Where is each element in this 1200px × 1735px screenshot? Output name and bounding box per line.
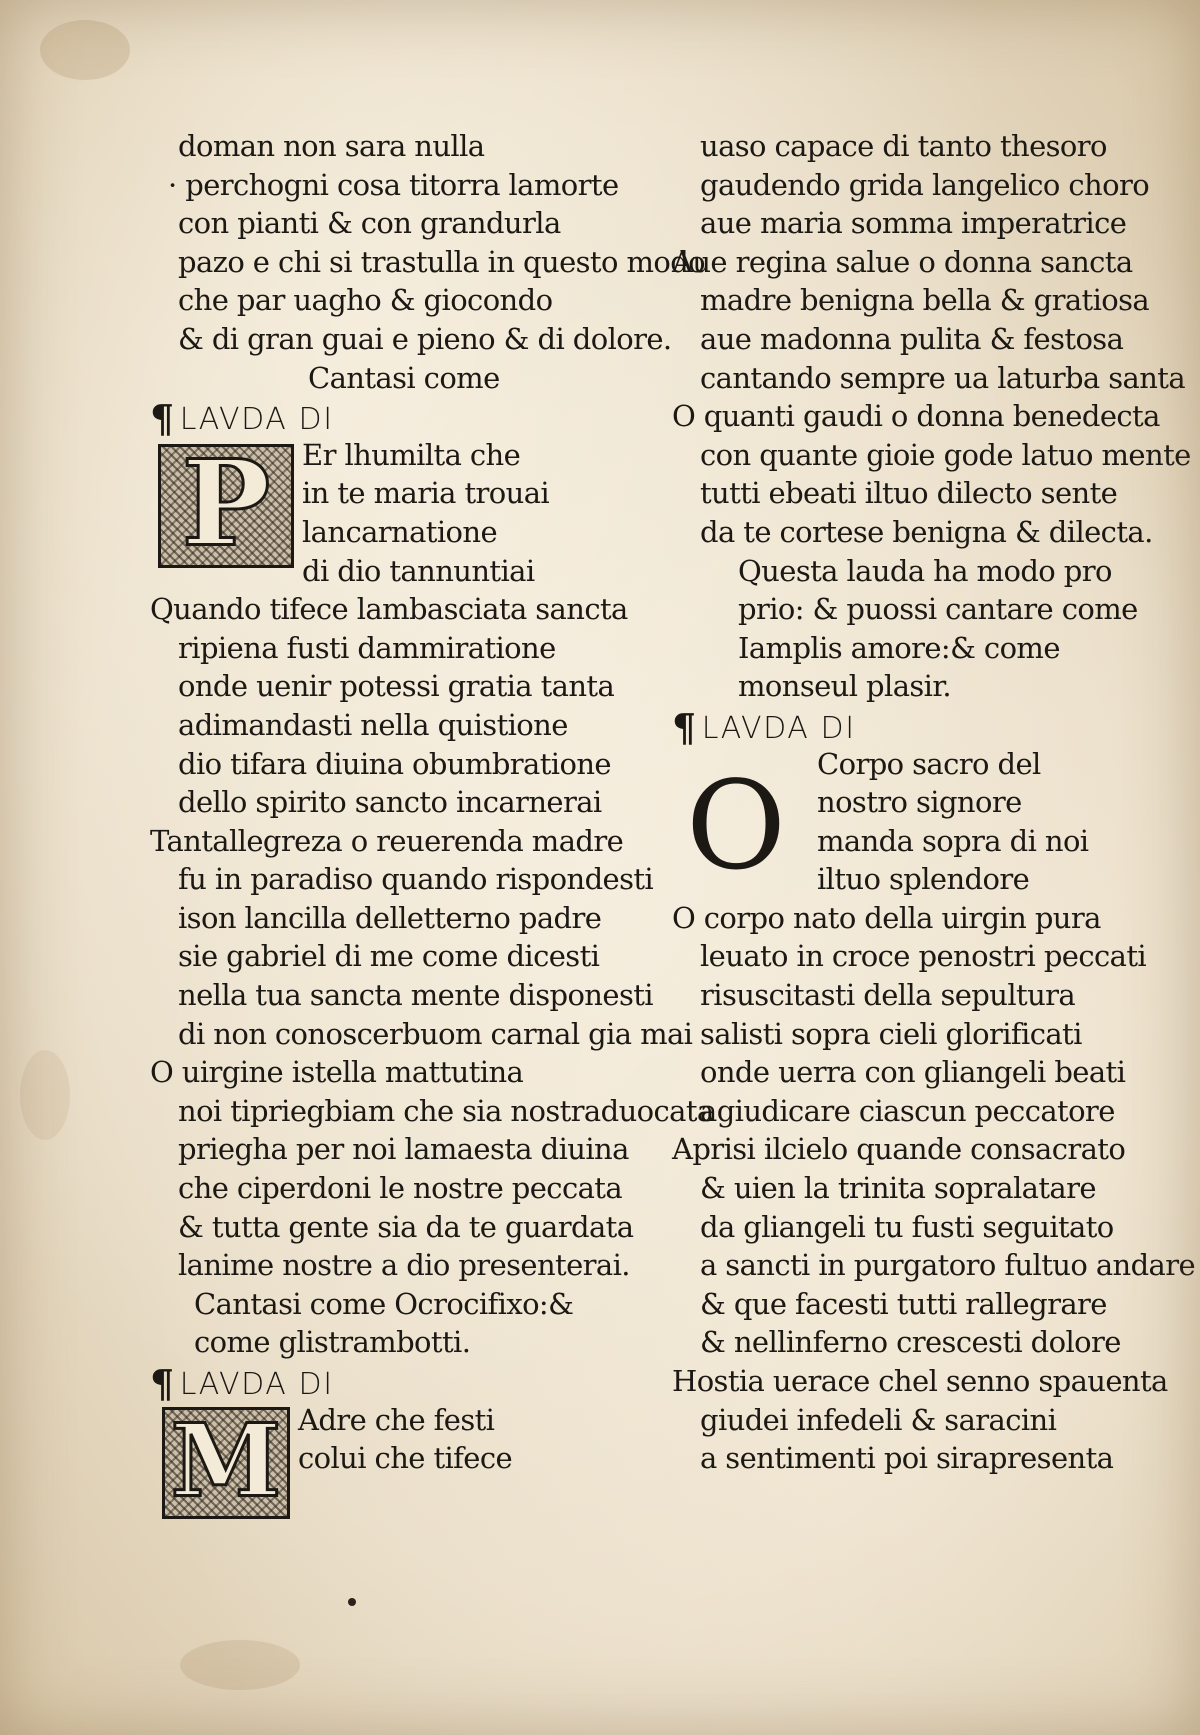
stanza-first-line: Hostia uerace chel senno spauenta — [672, 1364, 1168, 1399]
verse-line: ison lancilla delletterno padre — [178, 900, 602, 935]
verse-line: aue maria somma imperatrice — [700, 206, 1127, 241]
stanza-first-line: Quando tifece lambasciata sancta — [150, 592, 628, 627]
initial-verse — [817, 745, 1088, 899]
verse-line: cantando sempre ua laturba santa — [700, 360, 1186, 395]
stanza-first-line: Aue regina salue o donna sancta — [672, 244, 1133, 279]
verse-line: onde uerra con gliangeli beati — [700, 1055, 1126, 1090]
verse-line: gaudendo grida langelico choro — [700, 167, 1150, 202]
verse-line: dio tifara diuina obumbratione — [178, 746, 611, 781]
verse-line: doman non sara nulla — [178, 129, 485, 163]
verse-line: madre benigna bella & gratiosa — [700, 283, 1150, 318]
verse-line: di dio tannuntiai — [302, 553, 535, 588]
singing-instruction: Cantasi come — [308, 360, 500, 395]
stanza-first-line: O uirgine istella mattutina — [150, 1055, 524, 1090]
verse-line: onde uenir potessi gratia tanta — [178, 669, 615, 704]
paper-stain — [40, 20, 130, 80]
verse-line: che par uagho & giocondo — [178, 283, 553, 318]
singing-instruction: monseul plasir. — [738, 669, 952, 704]
verse-line: aue madonna pulita & festosa — [700, 321, 1124, 356]
verse-line: a sancti in purgatoro fultuo andare — [700, 1248, 1196, 1283]
pilcrow-mark: ¶ — [150, 396, 176, 442]
verse-line: che ciperdoni le nostre peccata — [178, 1171, 623, 1206]
verse-line: da te cortese benigna & dilecta. — [700, 514, 1153, 549]
verse-line: sie gabriel di me come dicesti — [178, 939, 600, 974]
verse-line: nostro signore — [817, 785, 1022, 820]
verse-line: pazo e chi si trastulla in questo modo — [178, 244, 706, 279]
initial-verse — [298, 1401, 512, 1478]
pilcrow-mark: ¶ — [672, 704, 698, 750]
lauda-heading-text: LAVDA DI — [701, 710, 856, 746]
initial-verse — [302, 436, 549, 590]
verse-line: in te maria trouai — [302, 476, 550, 511]
verse-line: Corpo sacro del — [817, 746, 1041, 781]
singing-instruction: Iamplis amore:& come — [738, 630, 1060, 665]
verse-line: manda sopra di noi — [817, 823, 1089, 858]
verse-line: giudei infedeli & saracini — [700, 1402, 1057, 1437]
ink-dot — [348, 1598, 356, 1606]
verse-line: & di gran guai e pieno & di dolore. — [178, 321, 672, 356]
singing-instruction: come glistrambotti. — [194, 1325, 471, 1360]
lauda-heading — [672, 704, 1192, 750]
lauda-heading — [150, 1361, 650, 1407]
lauda-heading — [150, 396, 650, 442]
verse-line: dello spirito sancto incarnerai — [178, 785, 602, 820]
lauda-heading-text: LAVDA DI — [179, 402, 334, 438]
singing-instruction: prio: & puossi cantare come — [738, 592, 1138, 627]
lauda-heading-text: LAVDA DI — [179, 1367, 334, 1403]
singing-instruction: Cantasi come Ocrocifixo:& — [194, 1286, 574, 1321]
decorated-initial-letter: M — [170, 1406, 282, 1519]
paper-stain — [180, 1640, 300, 1690]
initial-block — [672, 745, 1192, 899]
verse-line: Er lhumilta che — [302, 437, 521, 472]
plain-initial: O — [686, 754, 787, 897]
verse-line: & nellinferno crescesti dolore — [700, 1325, 1121, 1360]
left-column — [150, 127, 714, 1521]
verse-line: con pianti & con grandurla — [178, 206, 561, 241]
verse-line: tutti ebeati iltuo dilecto sente — [700, 476, 1118, 511]
verse-line: & que facesti tutti rallegrare — [700, 1286, 1107, 1321]
initial-block — [150, 436, 650, 590]
singing-instruction: Questa lauda ha modo pro — [738, 553, 1112, 588]
verse-line: risuscitasti della sepultura — [700, 978, 1076, 1013]
verse-line: da gliangeli tu fusti seguitato — [700, 1209, 1114, 1244]
verse-line: noi tipriegbiam che sia nostraduocata — [178, 1093, 714, 1128]
verse-line: lancarnatione — [302, 514, 498, 549]
initial-block — [150, 1401, 650, 1521]
verse-line: leuato in croce penostri peccati — [700, 939, 1147, 974]
verse-line: & uien la trinita sopralatare — [700, 1171, 1096, 1206]
stanza-first-line: O quanti gaudi o donna benedecta — [672, 399, 1160, 434]
verse-line: fu in paradiso quando rispondesti — [178, 862, 654, 897]
paper-stain — [20, 1050, 70, 1140]
verse-line: con quante gioie gode latuo mente — [700, 437, 1191, 472]
verse-line: · perchogni cosa titorra lamorte — [168, 167, 619, 202]
verse-line: iltuo splendore — [817, 862, 1030, 897]
verse-line: Adre che festi — [298, 1402, 495, 1437]
verse-line: colui che tifece — [298, 1441, 513, 1476]
verse-line: ripiena fusti dammiratione — [178, 630, 556, 665]
verse-line: adimandasti nella quistione — [178, 707, 568, 742]
verse-line: nella tua sancta mente disponesti — [178, 978, 653, 1013]
pilcrow-mark: ¶ — [150, 1361, 176, 1407]
stanza-first-line: Aprisi ilcielo quande consacrato — [672, 1132, 1126, 1167]
verse-line: a sentimenti poi sirapresenta — [700, 1441, 1114, 1476]
right-column — [672, 127, 1196, 1478]
verse-line: uaso capace di tanto thesoro — [700, 129, 1107, 163]
verse-line: priegha per noi lamaesta diuina — [178, 1132, 629, 1167]
decorated-initial-letter: P — [181, 443, 271, 568]
decorated-initial — [162, 1407, 290, 1519]
verse-line: lanime nostre a dio presenterai. — [178, 1248, 630, 1283]
stanza-first-line: Tantallegreza o reuerenda madre — [150, 823, 624, 858]
verse-line: & tutta gente sia da te guardata — [178, 1209, 634, 1244]
stanza-first-line: O corpo nato della uirgin pura — [672, 900, 1101, 935]
verse-line: di non conoscerbuom carnal gia mai — [178, 1016, 693, 1051]
verse-line: salisti sopra cieli glorificati — [700, 1016, 1082, 1051]
decorated-initial — [158, 444, 294, 568]
verse-line: agiudicare ciascun peccatore — [700, 1093, 1115, 1128]
